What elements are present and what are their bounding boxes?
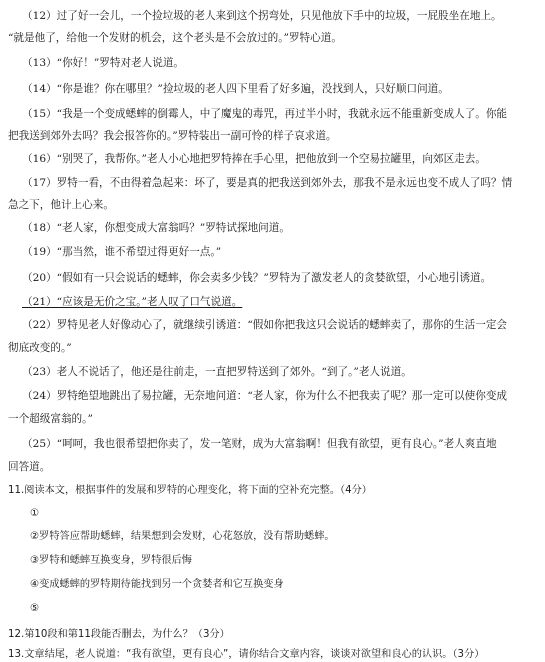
question-11-option-2: ②罗特答应帮助蟋蟀，结果想到会发财，心花怒放，没有帮助蟋蟀。 [30,531,335,542]
question-11-option-5: ⑤ [30,603,40,614]
paragraph-21 [0,295,545,309]
question-11-stem: 11.阅读本文，根据事件的发展和罗特的心理变化，将下面的空补充完整。（4分） [8,485,372,496]
paragraph-14: （14）“你是谁？你在哪里？”捡垃圾的老人四下里看了好多遍，没找到人，只好顺口问道。 [22,83,449,95]
paragraph-19: （19）“那当然，谁不希望过得更好一点。” [22,246,222,258]
paragraph-17-line-1: （17）罗特一看，不由得着急起来：坏了，要是真的把我送到郊外去，那我不是永远也变不成人了吗？情 [22,177,513,189]
paragraph-25-line-1: （25）“呵呵，我也很希望把你卖了，发一笔财，成为大富翁啊！但我有欲望，更有良心。”老人爽直地 [22,438,497,450]
question-11-option-3: ③罗特和蟋蟀互换变身，罗特很后悔 [30,555,192,566]
paragraph-15-line-1: （15）“我是一个变成蟋蟀的倒霉人，中了魔鬼的毒咒，再过半小时，我就永远不能重新变成人了。你能 [22,108,508,120]
paragraph-17-line-2: 急之下，他计上心来。 [8,199,114,211]
question-11-option-1: ① [30,508,40,519]
paragraph-23: （23）老人不说话了，他还是往前走，一直把罗特送到了郊外。“到了。”老人说道。 [22,366,412,378]
paragraph-16: （16）“别哭了，我帮你。”老人小心地把罗特捧在手心里，把他放到一个空易拉罐里，向郊区走去。 [22,153,486,165]
paragraph-12-line-2: “就是他了，给他一个发财的机会，这个老头是不会放过的。”罗特心道。 [8,32,342,44]
paragraph-18: （18）“老人家，你想变成大富翁吗？”罗特试探地问道。 [22,222,290,234]
paragraph-13: （13）“你好！”罗特对老人说道。 [22,57,185,69]
paragraph-22-line-2: 彻底改变的。” [8,342,72,354]
paragraph-25-line-2: 回答道。 [8,461,51,473]
paragraph-24-line-1: （24）罗特绝望地跳出了易拉罐，无奈地问道：“老人家，你为什么不把我卖了呢？那一定可以使你变成 [22,390,508,402]
paragraph-22-line-1: （22）罗特见老人好像动心了，就继续引诱道：“假如你把我这只会说话的蟋蟀卖了，那你的生活一定会 [22,319,508,331]
paragraph-20: （20）“假如有一只会说话的蟋蟀，你会卖多少钱？”罗特为了激发老人的贪婪欲望，小心地引诱道。 [22,272,492,284]
paragraph-12-line-1: （12）过了好一会儿，一个捡垃圾的老人来到这个拐弯处，只见他放下手中的垃圾，一屁股坐在地上。 [22,10,502,22]
paragraph-15-line-2: 把我送到郊外去吗？我会报答你的。”罗特装出一副可怜的样子哀求道。 [8,130,337,142]
question-12: 12.第10段和第11段能否删去，为什么？（3分） [8,629,230,640]
question-11-option-4: ④变成蟋蟀的罗特期待能找到另一个贪婪者和它互换变身 [30,579,284,590]
paragraph-21-underlined: （21）“应该是无价之宝。”老人叹了口气说道。 [22,296,243,308]
paragraph-24-line-2: 一个超级富翁的。” [8,413,93,425]
question-13: 13.文章结尾，老人说道：“我有欲望，更有良心”，请你结合文章内容，谈谈对欲望和良心的认识。（3分） [8,649,485,660]
